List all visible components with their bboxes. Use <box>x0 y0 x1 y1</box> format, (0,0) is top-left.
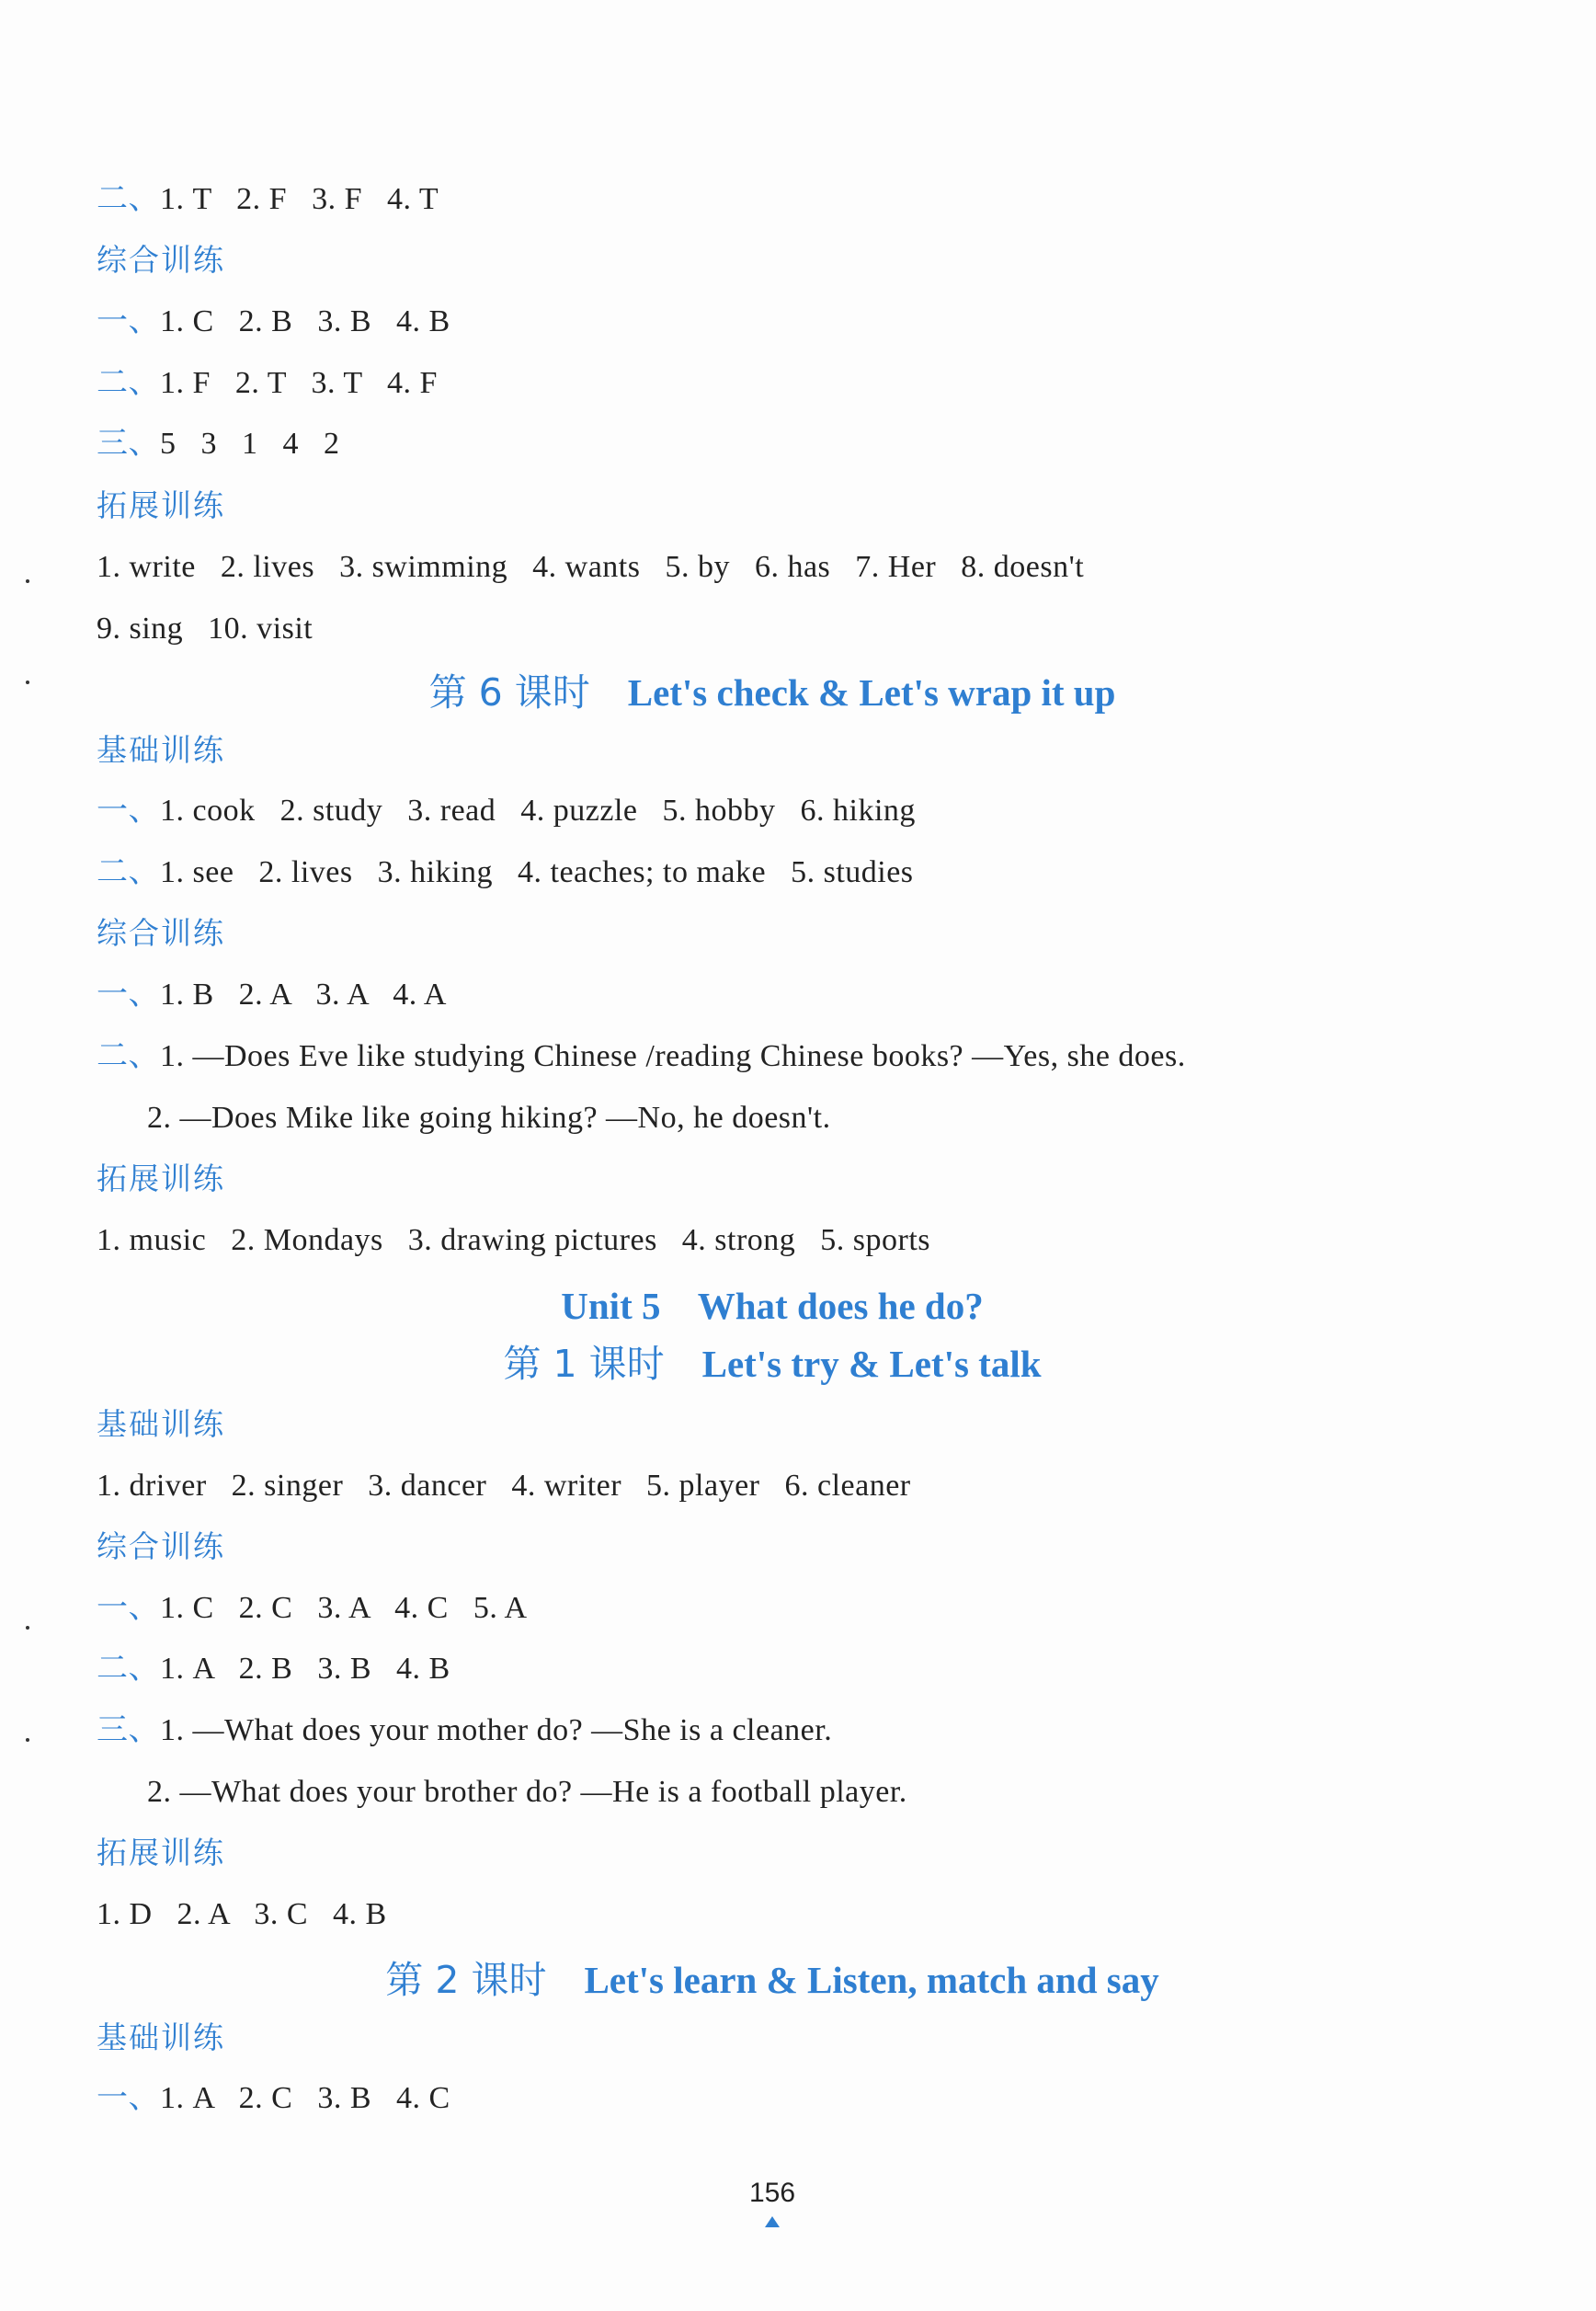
lesson-heading <box>0 1958 1545 2002</box>
question-group-number: 二、 <box>97 855 160 889</box>
answer-text: 1. B 2. A 3. A 4. A <box>160 978 447 1012</box>
answer-line <box>97 1651 450 1687</box>
answer-text: 1. A 2. B 3. B 4. B <box>160 1652 450 1686</box>
answer-text: 1. driver 2. singer 3. dancer 4. writer 5. player 6. cleaner <box>97 1469 911 1503</box>
answer-line <box>97 793 916 829</box>
answer-text: 2. —What does your brother do? —He is a football player. <box>147 1775 907 1809</box>
lesson-heading-number: 第 2 课时 <box>385 1958 547 2002</box>
answer-text: 1. A 2. C 3. B 4. C <box>160 2081 450 2115</box>
question-group-number: 二、 <box>97 1652 160 1686</box>
answer-line <box>97 977 447 1013</box>
section-label: 综合训练 <box>97 915 225 951</box>
answer-line <box>97 1896 387 1933</box>
section-label: 综合训练 <box>97 242 225 278</box>
answer-line <box>97 303 450 340</box>
answer-text: 1. music 2. Mondays 3. drawing pictures 4. strong 5. sports <box>97 1223 931 1257</box>
question-group-number: 二、 <box>97 1039 160 1073</box>
answer-text: 2. —Does Mike like going hiking? —No, he doesn't. <box>147 1101 831 1135</box>
answer-line <box>97 181 439 218</box>
answer-line <box>97 1468 911 1504</box>
question-group-number: 三、 <box>97 427 160 461</box>
answer-text: 9. sing 10. visit <box>97 612 314 646</box>
answer-line <box>97 426 340 463</box>
answer-text: 1. C 2. B 3. B 4. B <box>160 304 450 338</box>
section-label: 拓展训练 <box>97 1161 225 1196</box>
answer-text: 1. D 2. A 3. C 4. B <box>97 1897 387 1931</box>
lesson-heading-title: Let's check & Let's wrap it up <box>627 671 1116 714</box>
answer-text: 1. —Does Eve like studying Chinese /reading Chinese books? —Yes, she does. <box>160 1039 1186 1073</box>
question-group-number: 二、 <box>97 182 160 216</box>
answer-line <box>97 2080 450 2117</box>
answer-text: 1. C 2. C 3. A 4. C 5. A <box>160 1591 528 1625</box>
scan-speck <box>26 1738 29 1742</box>
question-group-number: 二、 <box>97 366 160 400</box>
question-group-number: 一、 <box>97 794 160 828</box>
section-label: 拓展训练 <box>97 487 225 523</box>
answer-line <box>97 1038 1186 1075</box>
lesson-heading-title: Let's learn & Listen, match and say <box>584 1959 1159 2001</box>
lesson-heading-title: Let's try & Let's talk <box>701 1343 1042 1385</box>
answer-line <box>97 854 914 891</box>
page-number: 156 <box>748 2178 796 2208</box>
answer-line <box>97 1222 930 1259</box>
section-label: 拓展训练 <box>97 1835 225 1871</box>
lesson-heading <box>0 1284 1545 1328</box>
answer-text: 1. T 2. F 3. F 4. T <box>160 182 439 216</box>
answer-text: 1. —What does your mother do? —She is a cleaner. <box>160 1713 833 1747</box>
question-group-number: 一、 <box>97 2081 160 2115</box>
section-label: 综合训练 <box>97 1528 225 1564</box>
answer-line <box>97 549 1084 586</box>
scan-speck <box>26 1626 29 1630</box>
section-label: 基础训练 <box>97 2019 225 2055</box>
lesson-heading <box>0 1342 1545 1386</box>
answer-line <box>97 1590 528 1627</box>
section-label: 基础训练 <box>97 732 225 768</box>
question-group-number: 三、 <box>97 1713 160 1747</box>
answer-line <box>147 1774 907 1811</box>
answer-line <box>97 611 313 647</box>
question-group-number: 一、 <box>97 1591 160 1625</box>
answer-text: 5 3 1 4 2 <box>160 427 340 461</box>
answer-line <box>97 1712 832 1749</box>
answer-text: 1. cook 2. study 3. read 4. puzzle 5. hobby 6. hiking <box>160 794 916 828</box>
lesson-heading <box>0 670 1545 715</box>
lesson-heading-number: 第 6 课时 <box>428 670 590 715</box>
lesson-heading-title: What does he do? <box>697 1285 984 1327</box>
scan-speck <box>26 681 29 684</box>
question-group-number: 一、 <box>97 978 160 1012</box>
answer-text: 1. see 2. lives 3. hiking 4. teaches; to make 5. studies <box>160 855 914 889</box>
answer-line <box>97 365 438 402</box>
scan-speck <box>26 579 29 583</box>
question-group-number: 一、 <box>97 304 160 338</box>
lesson-heading-number: Unit 5 <box>561 1285 661 1327</box>
answer-line <box>147 1100 831 1137</box>
page-marker-triangle <box>765 2216 780 2227</box>
lesson-heading-number: 第 1 课时 <box>503 1342 665 1386</box>
section-label: 基础训练 <box>97 1406 225 1442</box>
answer-text: 1. write 2. lives 3. swimming 4. wants 5. by 6. has 7. Her 8. doesn't <box>97 550 1085 584</box>
answer-text: 1. F 2. T 3. T 4. F <box>160 366 438 400</box>
